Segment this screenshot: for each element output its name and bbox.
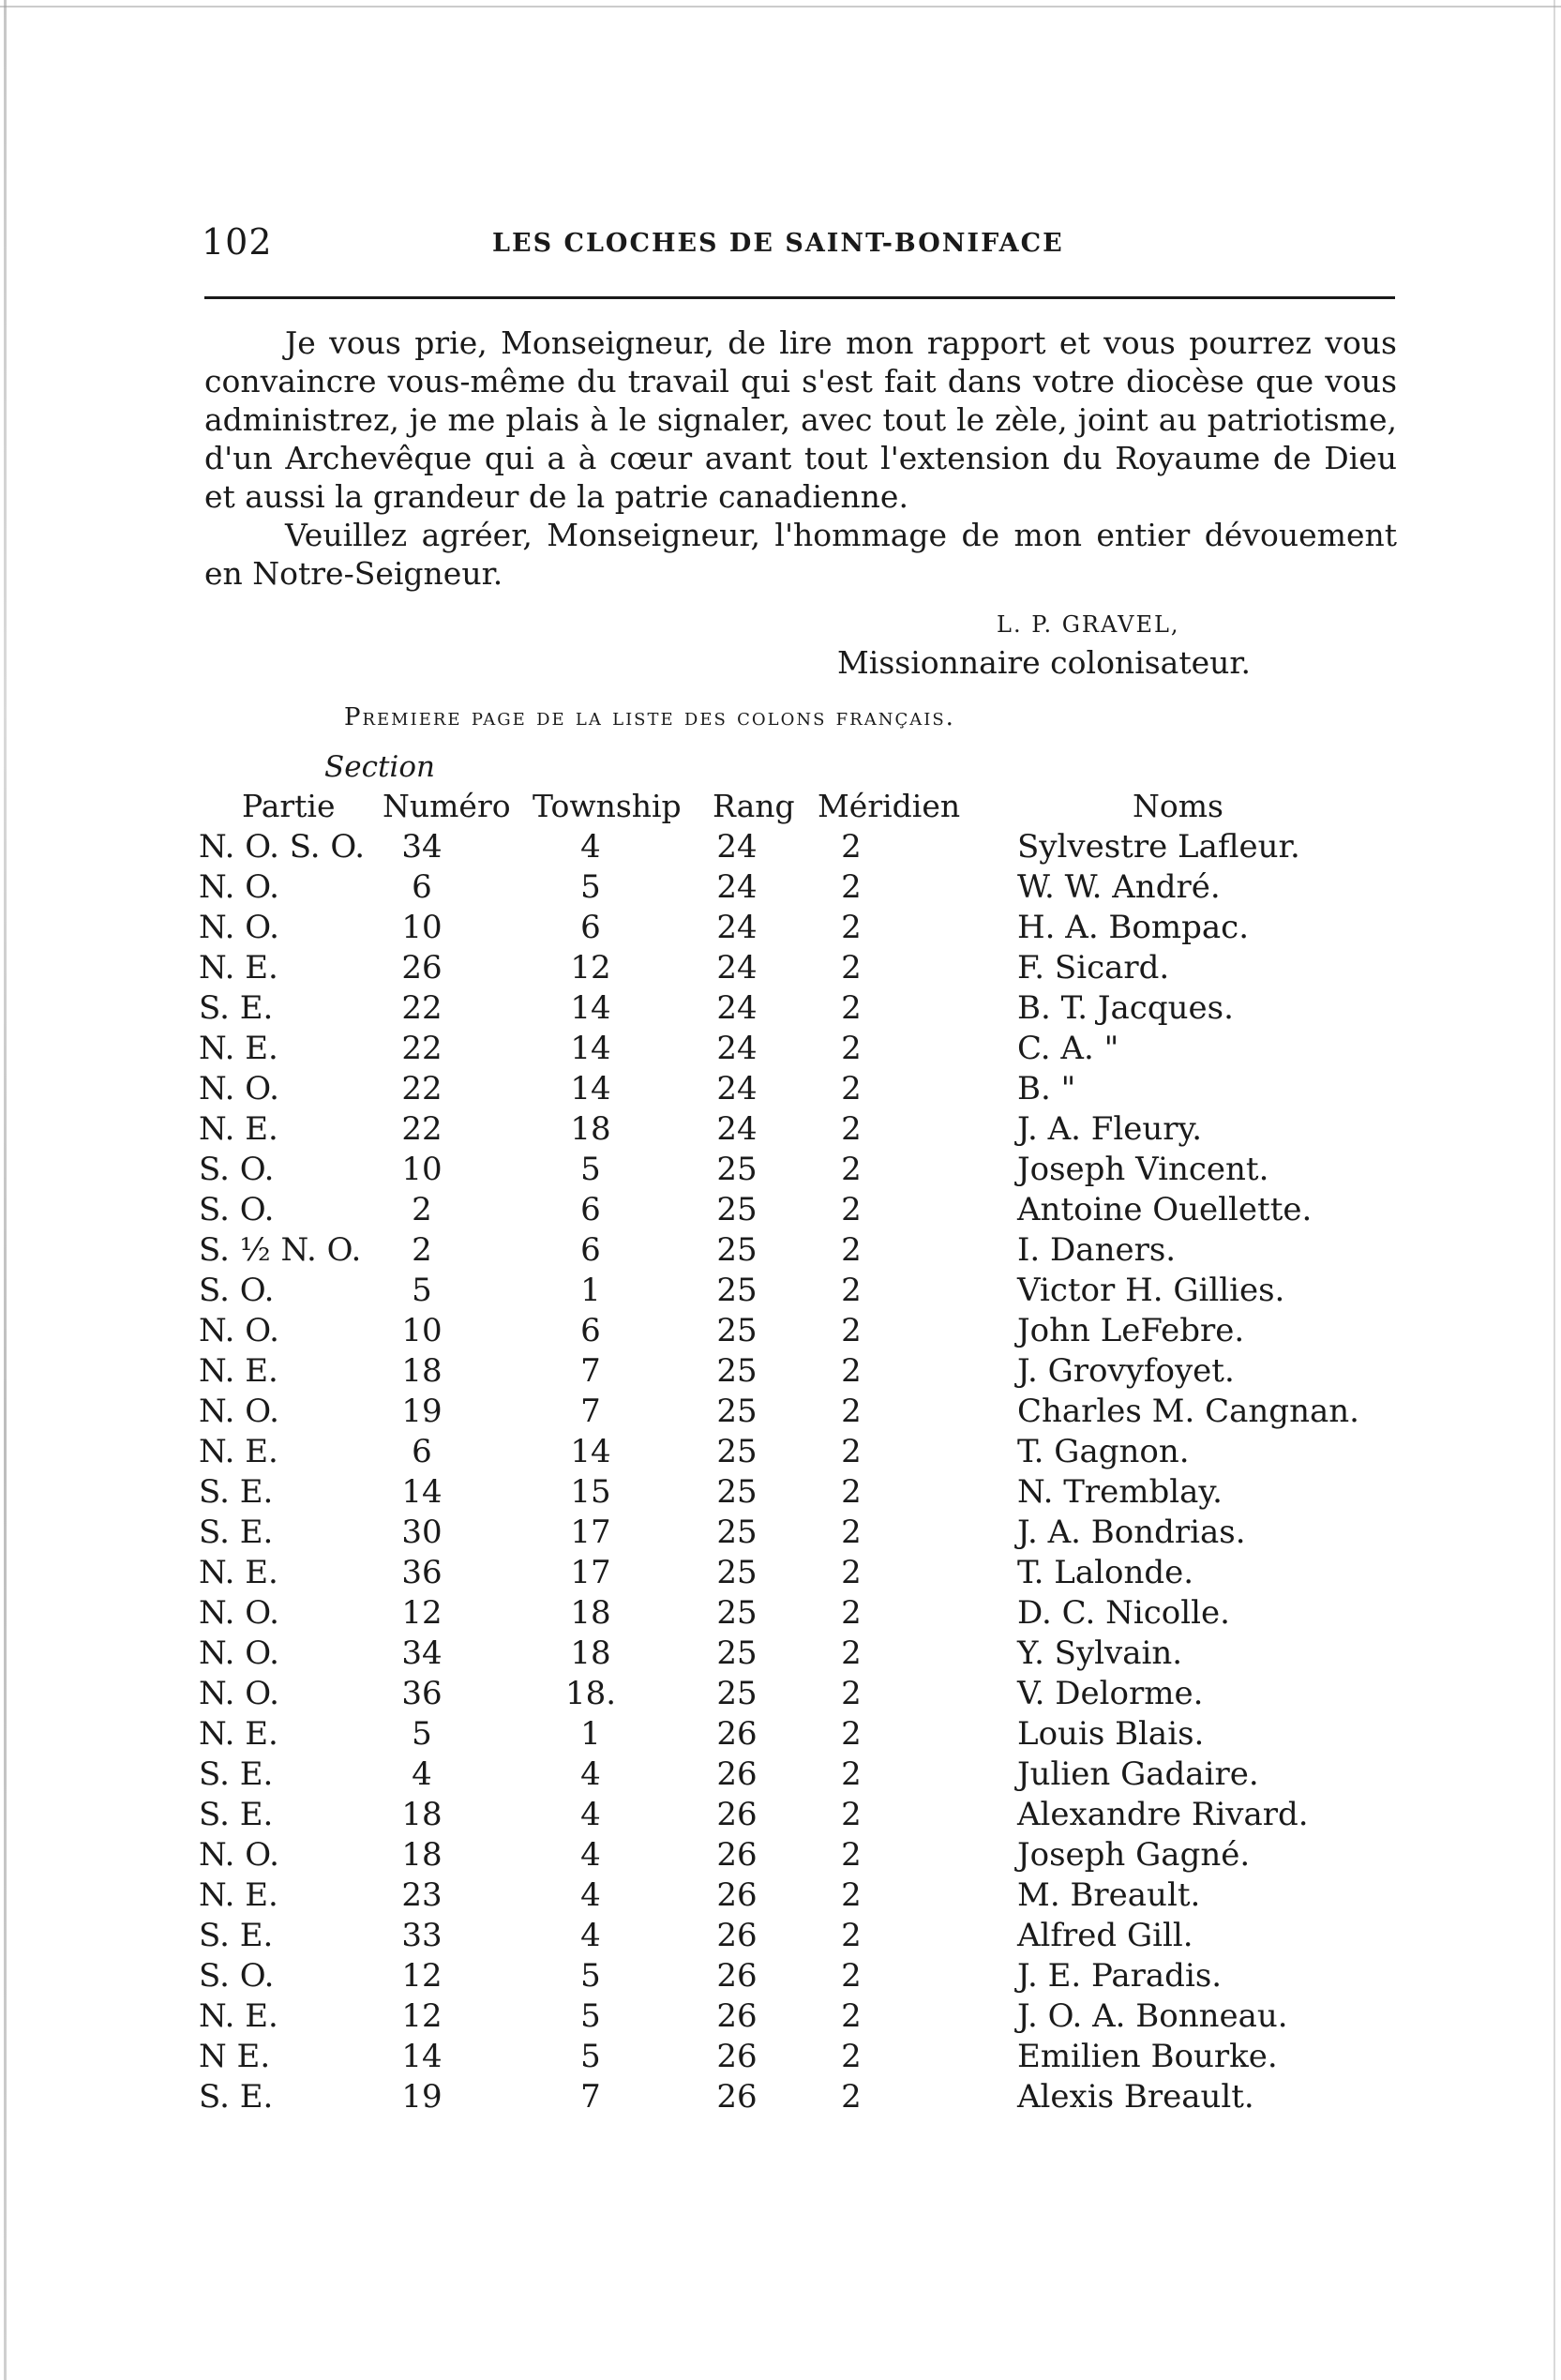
cell-meridien: 2: [841, 1675, 862, 1712]
cell-numero: 5: [412, 1715, 432, 1753]
cell-nom: Charles M. Cangnan.: [1017, 1393, 1359, 1430]
cell-rang: 25: [716, 1473, 758, 1511]
cell-meridien: 2: [841, 1312, 862, 1349]
table-row: [0, 948, 1561, 988]
cell-township: 14: [570, 1030, 611, 1067]
cell-partie: N. E.: [199, 1433, 278, 1470]
cell-partie: N. E.: [199, 1876, 278, 1914]
cell-meridien: 2: [841, 1634, 862, 1672]
cell-partie: S. E.: [199, 989, 274, 1027]
cell-meridien: 2: [841, 949, 862, 987]
cell-partie: S. E.: [199, 1473, 274, 1511]
cell-nom: N. Tremblay.: [1017, 1473, 1223, 1511]
cell-numero: 12: [401, 1957, 443, 1995]
cell-nom: Alexandre Rivard.: [1017, 1796, 1309, 1833]
cell-township: 18.: [564, 1675, 617, 1712]
cell-rang: 25: [716, 1594, 758, 1632]
letter-body: [204, 324, 1397, 593]
cell-nom: B. ": [1017, 1070, 1076, 1107]
cell-rang: 25: [716, 1393, 758, 1430]
cell-numero: 12: [401, 1997, 443, 2035]
cell-meridien: 2: [841, 1473, 862, 1511]
cell-township: 7: [580, 2078, 601, 2116]
cell-meridien: 2: [841, 868, 862, 906]
cell-numero: 19: [401, 2078, 443, 2116]
cell-nom: Emilien Bourke.: [1017, 2038, 1278, 2075]
table-row: [0, 2037, 1561, 2077]
column-header-township: Township: [533, 788, 682, 824]
cell-township: 17: [570, 1514, 611, 1551]
cell-rang: 25: [716, 1312, 758, 1349]
table-row: [0, 1230, 1561, 1271]
table-row: [0, 2077, 1561, 2117]
cell-township: 4: [580, 828, 601, 866]
cell-nom: J. O. A. Bonneau.: [1017, 1997, 1288, 2035]
cell-nom: F. Sicard.: [1017, 949, 1170, 987]
cell-nom: J. A. Bondrias.: [1017, 1514, 1246, 1551]
cell-partie: S. O.: [199, 1191, 275, 1228]
cell-meridien: 2: [841, 1110, 862, 1148]
cell-rang: 25: [716, 1514, 758, 1551]
cell-nom: J. E. Paradis.: [1017, 1957, 1223, 1995]
cell-numero: 22: [401, 1030, 443, 1067]
column-header-partie: Partie: [242, 788, 336, 824]
cell-nom: Y. Sylvain.: [1017, 1634, 1183, 1672]
cell-meridien: 2: [841, 1352, 862, 1390]
cell-township: 4: [580, 1755, 601, 1793]
table-row: [0, 1271, 1561, 1311]
cell-rang: 25: [716, 1352, 758, 1390]
page-number: 102: [202, 221, 273, 263]
page-header: [202, 221, 1392, 268]
cell-rang: 26: [716, 2038, 758, 2075]
cell-meridien: 2: [841, 1796, 862, 1833]
table-row: [0, 1593, 1561, 1634]
cell-rang: 25: [716, 1231, 758, 1269]
table-row: [0, 1755, 1561, 1795]
cell-partie: N. E.: [199, 1715, 278, 1753]
signature-name: L. P. GRAVEL,: [997, 611, 1180, 638]
cell-numero: 10: [401, 909, 443, 946]
cell-nom: C. A. ": [1017, 1030, 1119, 1067]
cell-township: 5: [580, 1957, 601, 1995]
cell-numero: 10: [401, 1151, 443, 1188]
cell-meridien: 2: [841, 1070, 862, 1107]
column-header-rang: Rang: [713, 788, 795, 824]
cell-rang: 26: [716, 1715, 758, 1753]
cell-township: 5: [580, 1151, 601, 1188]
cell-township: 5: [580, 1997, 601, 2035]
cell-partie: S. O.: [199, 1272, 275, 1309]
cell-numero: 5: [412, 1272, 432, 1309]
cell-meridien: 2: [841, 2038, 862, 2075]
cell-nom: B. T. Jacques.: [1017, 989, 1234, 1027]
cell-partie: S. E.: [199, 1755, 274, 1793]
cell-meridien: 2: [841, 1433, 862, 1470]
cell-numero: 10: [401, 1312, 443, 1349]
table-row: [0, 1553, 1561, 1593]
cell-partie: N E.: [199, 2038, 271, 2075]
cell-partie: N. O.: [199, 1594, 279, 1632]
cell-nom: Sylvestre Lafleur.: [1017, 828, 1300, 866]
table-row: [0, 1835, 1561, 1875]
table-row: [0, 1714, 1561, 1755]
table-row: [0, 1351, 1561, 1392]
cell-township: 7: [580, 1352, 601, 1390]
cell-numero: 36: [401, 1675, 443, 1712]
cell-partie: S. O.: [199, 1957, 275, 1995]
cell-rang: 25: [716, 1272, 758, 1309]
cell-numero: 18: [401, 1352, 443, 1390]
cell-nom: V. Delorme.: [1017, 1675, 1204, 1712]
cell-township: 4: [580, 1917, 601, 1954]
table-row: [0, 1392, 1561, 1432]
cell-township: 6: [580, 909, 601, 946]
cell-rang: 25: [716, 1554, 758, 1591]
cell-meridien: 2: [841, 1917, 862, 1954]
cell-nom: T. Gagnon.: [1017, 1433, 1190, 1470]
table-header: [0, 788, 1561, 827]
table-row: [0, 1190, 1561, 1230]
cell-nom: W. W. André.: [1017, 868, 1221, 906]
cell-rang: 25: [716, 1151, 758, 1188]
cell-numero: 2: [412, 1191, 432, 1228]
colon-list: [0, 827, 1561, 2117]
cell-partie: N. E.: [199, 1110, 278, 1148]
cell-township: 18: [570, 1634, 611, 1672]
cell-rang: 26: [716, 1796, 758, 1833]
cell-nom: J. Grovyfoyet.: [1017, 1352, 1235, 1390]
cell-rang: 25: [716, 1433, 758, 1470]
column-header-meridien: Méridien: [818, 788, 961, 824]
table-row: [0, 1996, 1561, 2037]
cell-meridien: 2: [841, 2078, 862, 2116]
table-row: [0, 1795, 1561, 1835]
cell-meridien: 2: [841, 1554, 862, 1591]
cell-rang: 26: [716, 1917, 758, 1954]
cell-numero: 19: [401, 1393, 443, 1430]
cell-nom: J. A. Fleury.: [1017, 1110, 1203, 1148]
cell-numero: 34: [401, 828, 443, 866]
cell-rang: 24: [716, 909, 758, 946]
cell-partie: S. E.: [199, 1917, 274, 1954]
list-title: Premiere page de la liste des colons français.: [344, 703, 955, 731]
cell-partie: S. E.: [199, 1514, 274, 1551]
cell-numero: 36: [401, 1554, 443, 1591]
cell-township: 4: [580, 1876, 601, 1914]
table-row: [0, 1472, 1561, 1513]
letter-paragraph-1: Je vous prie, Monseigneur, de lire mon rapport et vous pourrez vous convaincre vous-même du travail qui s'est fait dans votre diocèse que vous administrez, je me plais à le signaler, avec tout le zèle, joint au patriotisme, d'un Archevêque qui a à cœur avant tout l'extension du Royaume de Dieu et aussi la grandeur de la patrie canadienne.: [204, 324, 1397, 515]
running-title: LES CLOCHES DE SAINT-BONIFACE: [492, 229, 1064, 258]
column-header-numero: Numéro: [383, 788, 511, 824]
cell-township: 14: [570, 1433, 611, 1470]
cell-township: 17: [570, 1554, 611, 1591]
cell-rang: 25: [716, 1191, 758, 1228]
cell-rang: 26: [716, 1836, 758, 1874]
cell-township: 7: [580, 1393, 601, 1430]
cell-rang: 24: [716, 989, 758, 1027]
cell-numero: 22: [401, 1110, 443, 1148]
cell-partie: N. E.: [199, 1997, 278, 2035]
cell-nom: M. Breault.: [1017, 1876, 1201, 1914]
cell-meridien: 2: [841, 1836, 862, 1874]
cell-numero: 23: [401, 1876, 443, 1914]
cell-nom: Antoine Ouellette.: [1017, 1191, 1313, 1228]
cell-nom: Julien Gadaire.: [1017, 1755, 1259, 1793]
cell-rang: 24: [716, 1110, 758, 1148]
table-row: [0, 1069, 1561, 1109]
cell-numero: 6: [412, 868, 432, 906]
cell-township: 6: [580, 1191, 601, 1228]
cell-nom: Joseph Gagné.: [1017, 1836, 1251, 1874]
cell-township: 15: [570, 1473, 611, 1511]
cell-numero: 12: [401, 1594, 443, 1632]
cell-nom: John LeFebre.: [1017, 1312, 1245, 1349]
cell-numero: 26: [401, 949, 443, 987]
cell-township: 5: [580, 868, 601, 906]
cell-meridien: 2: [841, 1876, 862, 1914]
cell-meridien: 2: [841, 909, 862, 946]
cell-meridien: 2: [841, 1755, 862, 1793]
cell-rang: 25: [716, 1634, 758, 1672]
cell-numero: 4: [412, 1755, 432, 1793]
cell-numero: 22: [401, 989, 443, 1027]
cell-numero: 2: [412, 1231, 432, 1269]
table-row: [0, 1150, 1561, 1190]
cell-partie: N. O.: [199, 1634, 279, 1672]
cell-numero: 18: [401, 1836, 443, 1874]
cell-township: 1: [580, 1715, 601, 1753]
cell-partie: N. E.: [199, 949, 278, 987]
cell-rang: 26: [716, 1997, 758, 2035]
table-row: [0, 1956, 1561, 1996]
cell-numero: 14: [401, 2038, 443, 2075]
cell-partie: S. E.: [199, 2078, 274, 2116]
signature-title: Missionnaire colonisateur.: [837, 644, 1252, 681]
table-row: [0, 1513, 1561, 1553]
table-row: [0, 1109, 1561, 1150]
cell-meridien: 2: [841, 1393, 862, 1430]
cell-township: 14: [570, 989, 611, 1027]
cell-nom: Alfred Gill.: [1017, 1917, 1193, 1954]
cell-nom: H. A. Bompac.: [1017, 909, 1250, 946]
cell-township: 14: [570, 1070, 611, 1107]
cell-partie: N. O.: [199, 1836, 279, 1874]
cell-township: 5: [580, 2038, 601, 2075]
cell-rang: 26: [716, 1957, 758, 1995]
header-rule: [204, 296, 1395, 299]
cell-partie: N. O.: [199, 1312, 279, 1349]
cell-nom: D. C. Nicolle.: [1017, 1594, 1230, 1632]
cell-numero: 33: [401, 1917, 443, 1954]
cell-township: 18: [570, 1110, 611, 1148]
cell-rang: 24: [716, 1030, 758, 1067]
column-header-noms: Noms: [1133, 788, 1223, 824]
cell-numero: 30: [401, 1514, 443, 1551]
cell-partie: N. E.: [199, 1352, 278, 1390]
cell-partie: S. E.: [199, 1796, 274, 1833]
cell-rang: 26: [716, 1755, 758, 1793]
cell-partie: S. O.: [199, 1151, 275, 1188]
table-row: [0, 867, 1561, 908]
cell-partie: N. E.: [199, 1030, 278, 1067]
cell-rang: 25: [716, 1675, 758, 1712]
cell-partie: N. O.: [199, 1675, 279, 1712]
table-row: [0, 988, 1561, 1029]
cell-partie: N. O.: [199, 909, 279, 946]
cell-meridien: 2: [841, 1030, 862, 1067]
cell-partie: S. ½ N. O.: [199, 1231, 362, 1269]
cell-rang: 24: [716, 868, 758, 906]
cell-township: 1: [580, 1272, 601, 1309]
table-row: [0, 908, 1561, 948]
cell-township: 4: [580, 1796, 601, 1833]
cell-nom: Victor H. Gillies.: [1017, 1272, 1285, 1309]
cell-meridien: 2: [841, 1231, 862, 1269]
cell-numero: 14: [401, 1473, 443, 1511]
cell-township: 4: [580, 1836, 601, 1874]
cell-nom: Joseph Vincent.: [1017, 1151, 1269, 1188]
cell-meridien: 2: [841, 1514, 862, 1551]
cell-nom: T. Lalonde.: [1017, 1554, 1194, 1591]
table-row: [0, 827, 1561, 867]
cell-rang: 24: [716, 949, 758, 987]
cell-partie: N. O. S. O.: [199, 828, 366, 866]
cell-meridien: 2: [841, 1594, 862, 1632]
table-row: [0, 1674, 1561, 1714]
cell-rang: 24: [716, 1070, 758, 1107]
cell-numero: 6: [412, 1433, 432, 1470]
table-row: [0, 1311, 1561, 1351]
cell-nom: Louis Blais.: [1017, 1715, 1205, 1753]
scan-edge-top: [0, 6, 1561, 8]
cell-partie: N. O.: [199, 1393, 279, 1430]
cell-meridien: 2: [841, 989, 862, 1027]
cell-township: 6: [580, 1231, 601, 1269]
cell-meridien: 2: [841, 1191, 862, 1228]
cell-numero: 34: [401, 1634, 443, 1672]
cell-partie: N. E.: [199, 1554, 278, 1591]
cell-meridien: 2: [841, 1151, 862, 1188]
table-row: [0, 1875, 1561, 1916]
cell-rang: 26: [716, 2078, 758, 2116]
cell-rang: 24: [716, 828, 758, 866]
cell-rang: 26: [716, 1876, 758, 1914]
cell-meridien: 2: [841, 1715, 862, 1753]
cell-township: 6: [580, 1312, 601, 1349]
cell-meridien: 2: [841, 828, 862, 866]
table-row: [0, 1634, 1561, 1674]
cell-meridien: 2: [841, 1957, 862, 1995]
cell-meridien: 2: [841, 1997, 862, 2035]
cell-numero: 18: [401, 1796, 443, 1833]
cell-numero: 22: [401, 1070, 443, 1107]
cell-partie: N. O.: [199, 1070, 279, 1107]
cell-nom: I. Daners.: [1017, 1231, 1177, 1269]
cell-meridien: 2: [841, 1272, 862, 1309]
letter-paragraph-2: Veuillez agréer, Monseigneur, l'hommage de mon entier dévouement en Notre-Seigneur.: [204, 517, 1397, 592]
cell-township: 12: [570, 949, 611, 987]
cell-nom: Alexis Breault.: [1017, 2078, 1254, 2116]
table-row: [0, 1916, 1561, 1956]
table-row: [0, 1029, 1561, 1069]
section-label: Section: [324, 750, 435, 784]
cell-partie: N. O.: [199, 868, 279, 906]
cell-township: 18: [570, 1594, 611, 1632]
table-row: [0, 1432, 1561, 1472]
